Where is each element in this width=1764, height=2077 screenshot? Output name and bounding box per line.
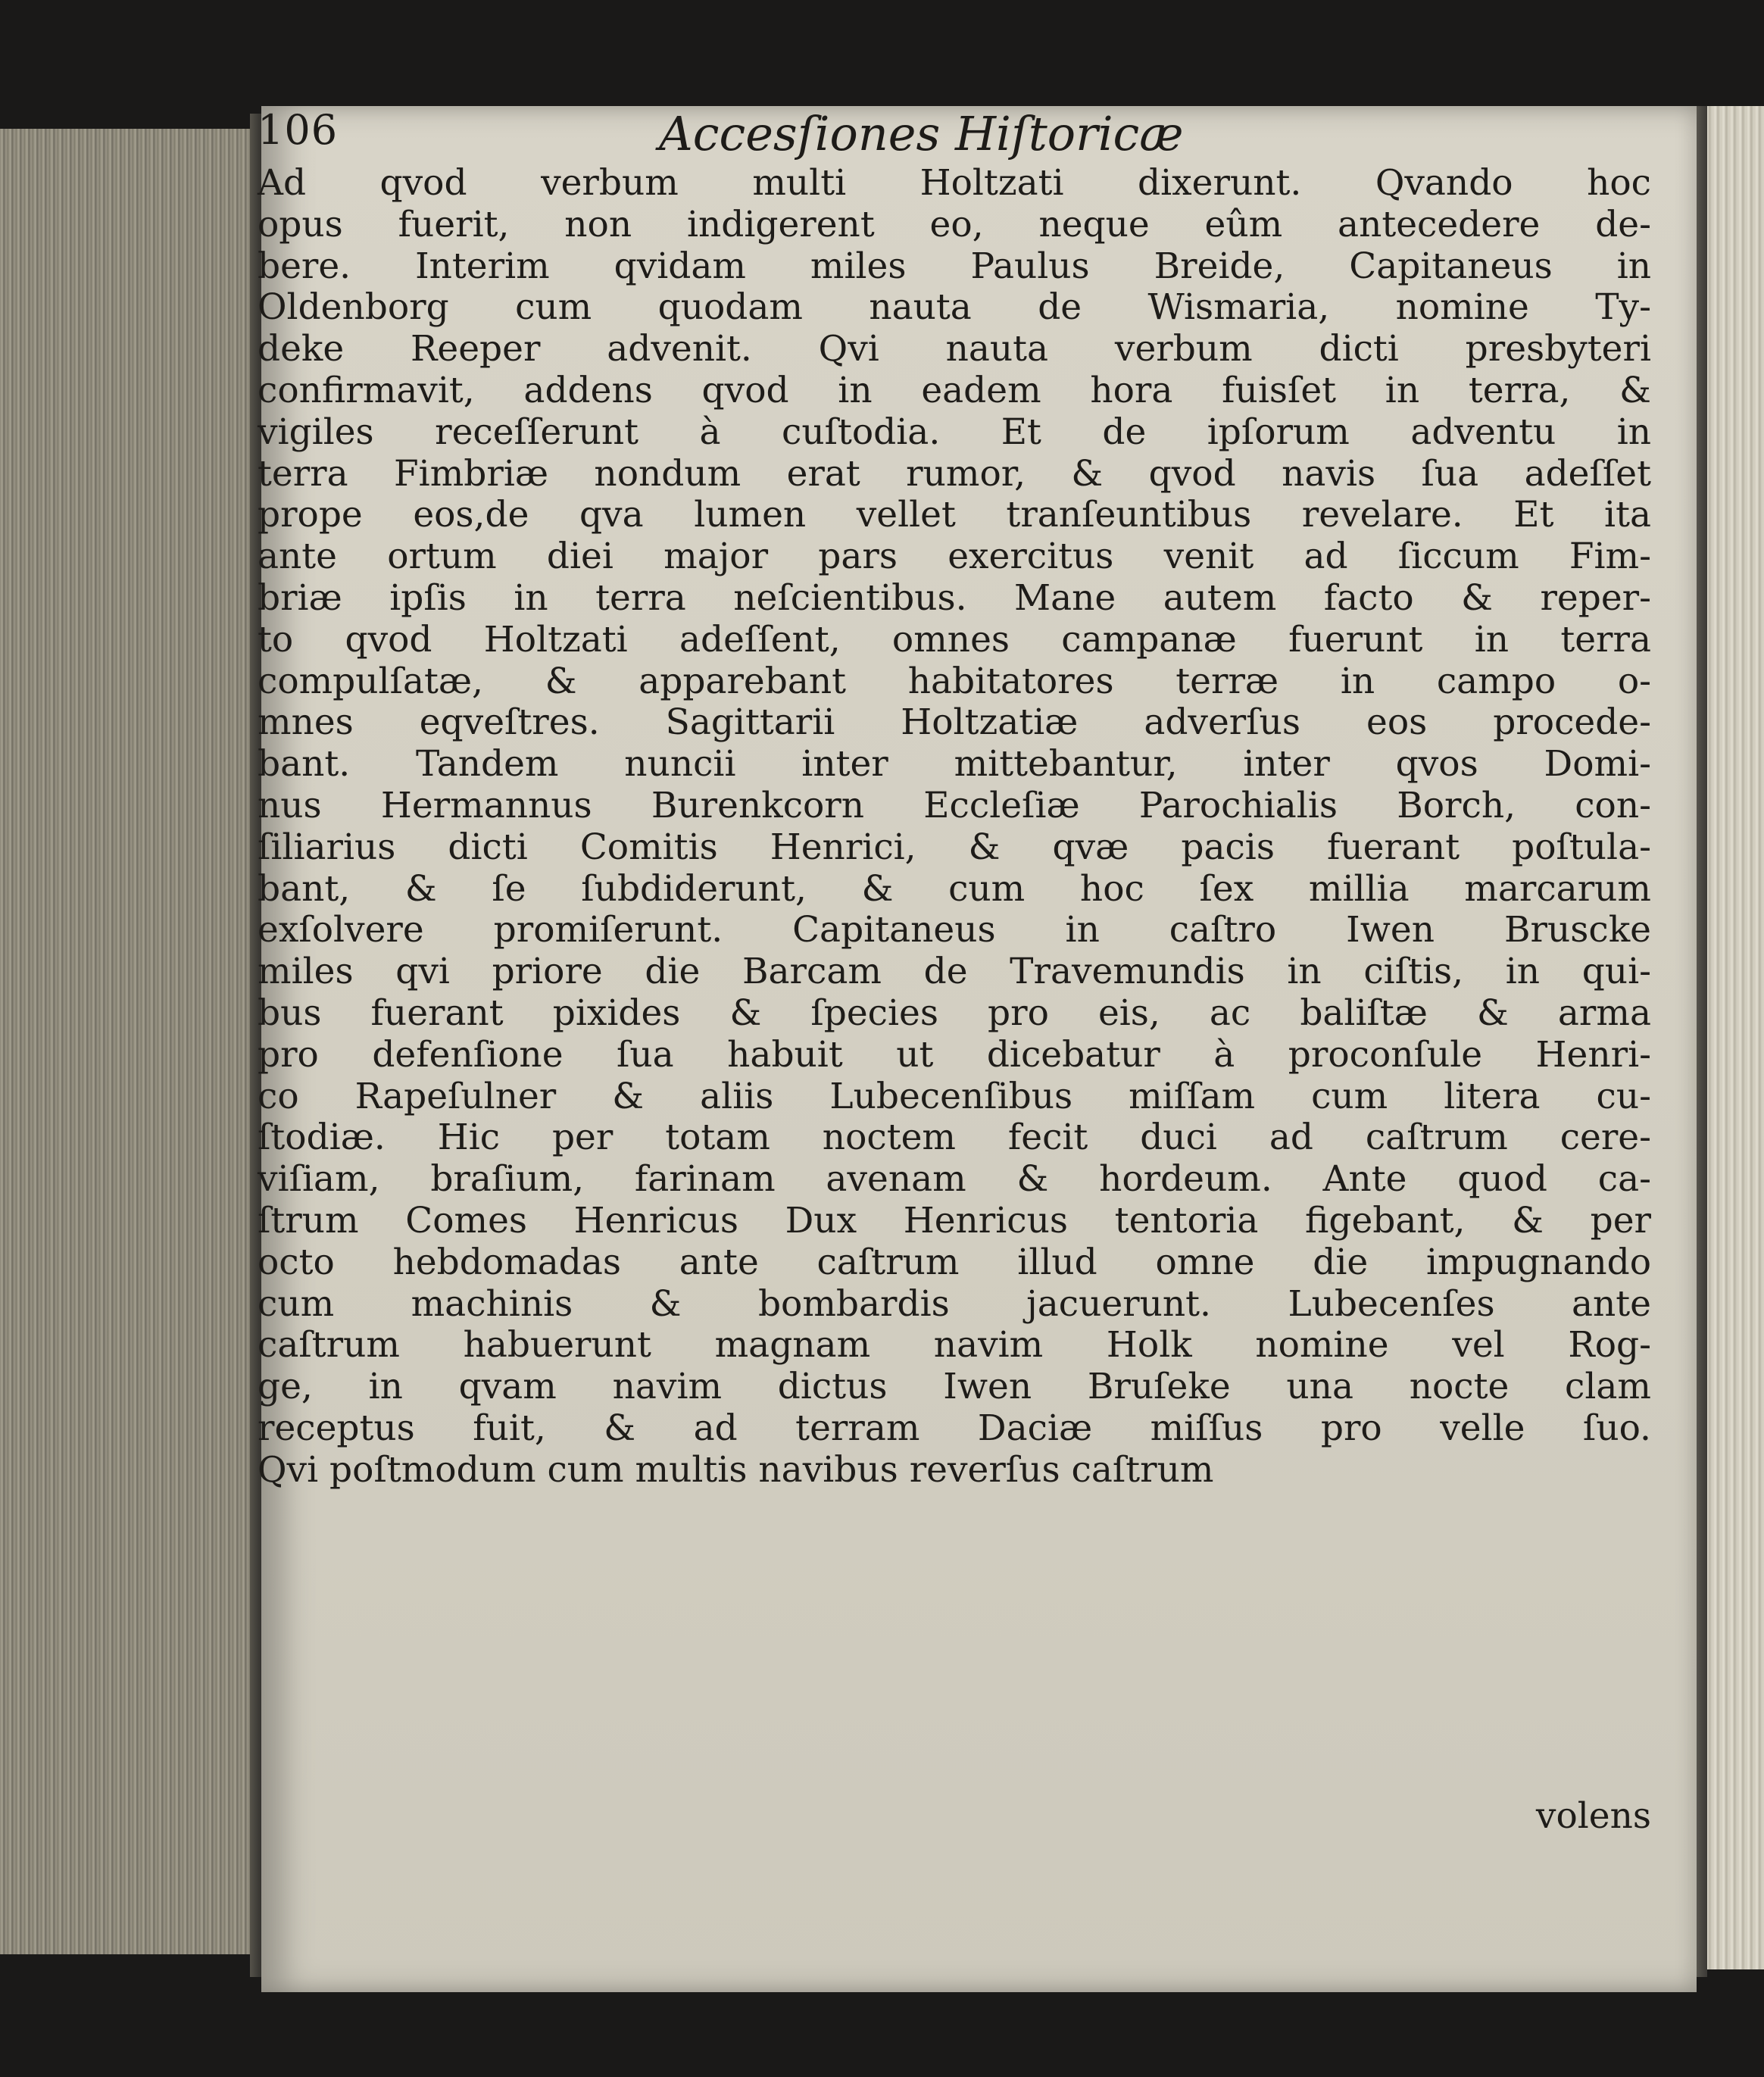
page-footer (258, 1795, 1651, 1841)
text-line: deke Reeper advenit. Qvi nauta verbum dicti presbyteri (258, 328, 1651, 370)
page-header (258, 106, 1424, 167)
text-line: Oldenborg cum quodam nauta de Wismaria, nomine Ty- (258, 286, 1651, 329)
text-line: to qvod Holtzati adeſſent, omnes campanæ fuerunt in terra (258, 618, 1651, 661)
text-line: briæ ipſis in terra neſcientibus. Mane autem facto & reper- (258, 576, 1651, 619)
text-line: nus Hermannus Burenkcorn Eccleſiæ Parochialis Borch, con- (258, 784, 1651, 826)
left-book-block (0, 129, 253, 1954)
text-line: octo hebdomadas ante caſtrum illud omne die impugnando (258, 1241, 1651, 1283)
text-line: bus fuerant pixides & ſpecies pro eis, ac baliſtæ & arma (258, 992, 1651, 1034)
text-line: bant, & ſe ſubdiderunt, & cum hoc ſex millia marcarum (258, 867, 1651, 910)
text-line: cum machinis & bombardis jacuerunt. Lubecenſes ante (258, 1282, 1651, 1325)
text-line: ante ortum diei major pars exercitus venit ad ſiccum Fim- (258, 536, 1651, 578)
text-line: ſiliarius dicti Comitis Henrici, & qvæ pacis fuerant poſtula- (258, 826, 1651, 868)
text-line: mnes eqveſtres. Sagittarii Holtzatiæ adverſus eos procede- (258, 701, 1651, 744)
right-book-block (1704, 106, 1764, 1969)
text-line: ſtodiæ. Hic per totam noctem fecit duci ad caſtrum cere- (258, 1117, 1651, 1159)
text-line: miles qvi priore die Barcam de Travemundis in ciſtis, in qui- (258, 951, 1651, 993)
text-line: ſtrum Comes Henricus Dux Henricus tentoria figebant, & per (258, 1199, 1651, 1242)
text-line: pro defenſione ſua habuit ut dicebatur à proconſule Henri- (258, 1033, 1651, 1076)
text-line: caſtrum habuerunt magnam navim Holk nomine vel Rog- (258, 1324, 1651, 1366)
text-line: vigiles receſſerunt à cuſtodia. Et de ipſorum adventu in (258, 411, 1651, 453)
text-line: receptus fuit, & ad terram Daciæ miſſus pro velle ſuo. (258, 1407, 1651, 1449)
text-line: terra Fimbriæ nondum erat rumor, & qvod navis ſua adeſſet (258, 452, 1651, 495)
text-line: Qvi poſtmodum cum multis navibus reverſus caſtrum (258, 1448, 1214, 1491)
text-line: ge, in qvam navim dictus Iwen Bruſeke una nocte clam (258, 1366, 1651, 1408)
text-line: confirmavit, addens qvod in eadem hora fuisſet in terra, & (258, 369, 1651, 411)
text-line: viſiam, braſium, farinam avenam & hordeum. Ante quod ca- (258, 1158, 1651, 1201)
text-line: opus fuerit, non indigerent eo, neque eûm antecedere de- (258, 203, 1651, 245)
page-number: 106 (258, 106, 339, 154)
text-line: compulſatæ, & apparebant habitatores terræ in campo o- (258, 660, 1651, 702)
text-line: bere. Interim qvidam miles Paulus Breide, Capitaneus in (258, 245, 1651, 287)
text-line: bant. Tandem nuncii inter mittebantur, inter qvos Domi- (258, 743, 1651, 786)
text-line: co Rapeſulner & aliis Lubecenſibus miſſam cum litera cu- (258, 1075, 1651, 1117)
catchword: volens (1535, 1795, 1651, 1837)
text-line: Ad qvod verbum multi Holtzati dixerunt. Qvando hoc (258, 162, 1651, 204)
body-text (258, 163, 1651, 1491)
text-line: prope eos,de qva lumen vellet tranſeuntibus revelare. Et ita (258, 494, 1651, 536)
text-line: exſolvere promiſerunt. Capitaneus in caſtro Iwen Bruscke (258, 909, 1651, 951)
running-title: Accesſiones Hiſtoricæ (659, 106, 1184, 161)
